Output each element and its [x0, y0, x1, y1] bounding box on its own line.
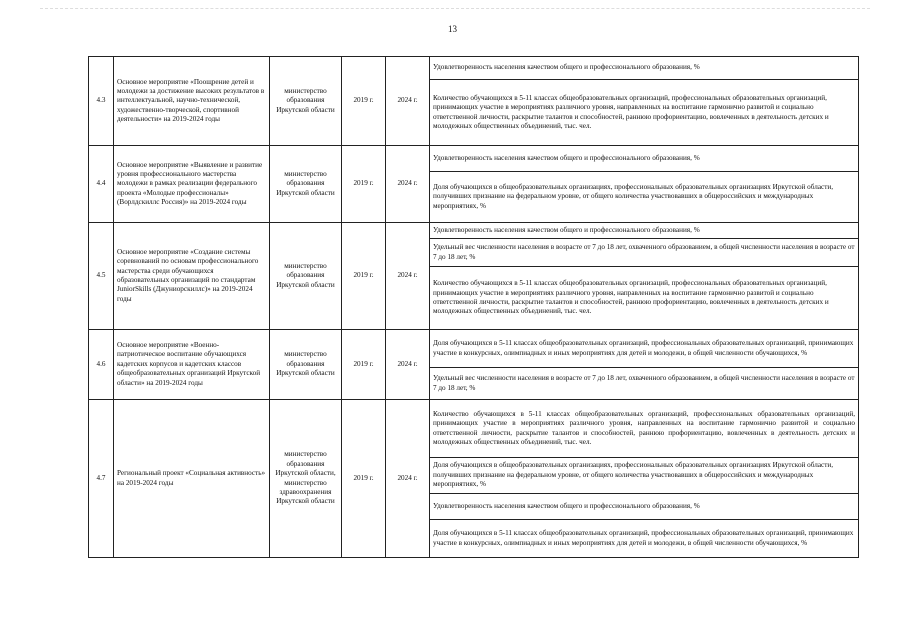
indicator: Удельный вес численности населения в возрасте от 7 до 18 лет, охваченного образованием, в общей численности населения в возрасте от 7 до 18 лет, % [430, 368, 859, 400]
table-row [89, 57, 859, 80]
start-year: 2019 г. [342, 223, 386, 330]
end-year: 2024 г. [386, 400, 430, 558]
measure-name: Основное мероприятие «Поощрение детей и молодежи за достижение высоких результатов в интеллектуальной, научно-технической, художественно-творческой, спортивной деятельности» на 2019-2024 годы [114, 57, 270, 146]
start-year: 2019 г. [342, 330, 386, 400]
indicator: Количество обучающихся в 5-11 классах общеобразовательных организаций, профессиональных образовательных организаций, принимающих участие в мероприятиях различного уровня, направленных на воспитание гармонично развитой и социально ответственной личности, раскрытие талантов и способностей, раннюю профориентацию, вовлеченных в деятельность детских и молодежных общественных объединений, тыс. чел. [430, 80, 859, 146]
indicator: Доля обучающихся в общеобразовательных организациях, профессиональных образовательных организациях Иркутской области, получивших признание на федеральном уровне, от общего количества участвовавших в общероссийских и международных мероприятиях, % [430, 458, 859, 494]
indicator: Доля обучающихся в 5-11 классах общеобразовательных организаций, профессиональных образовательных организаций, принимающих участие в конкурсных, олимпиадных и иных мероприятиях для детей и молодежи, в общей численности обучающихся, % [430, 330, 859, 368]
table-row [89, 146, 859, 172]
end-year: 2024 г. [386, 146, 430, 223]
indicator: Удовлетворенность населения качеством общего и профессионального образования, % [430, 57, 859, 80]
row-number: 4.4 [89, 146, 114, 223]
start-year: 2019 г. [342, 146, 386, 223]
row-number: 4.6 [89, 330, 114, 400]
row-number: 4.3 [89, 57, 114, 146]
measure-name: Региональный проект «Социальная активность» на 2019-2024 годы [114, 400, 270, 558]
indicator: Количество обучающихся в 5-11 классах общеобразовательных организаций, профессиональных образовательных организаций, принимающих участие в мероприятиях различного уровня, направленных на воспитание гармонично развитой и социально ответственной личности, раскрытие талантов и способностей, раннюю профориентацию, вовлеченных в деятельность детских и молодежных общественных объединений, тыс. чел. [430, 267, 859, 330]
executor: министерство образования Иркутской области, министерство здравоохранения Иркутской области [270, 400, 342, 558]
table-row [89, 223, 859, 239]
executor: министерство образования Иркутской области [270, 330, 342, 400]
indicator: Количество обучающихся в 5-11 классах общеобразовательных организаций, профессиональных образовательных организаций, принимающих участие в мероприятиях различного уровня, направленных на воспитание гармонично развитой и социально ответственной личности, раскрытие талантов и способностей, раннюю профориентацию, вовлеченных в деятельность детских и молодежных общественных объединений, тыс. чел. [430, 400, 859, 458]
table-row [89, 400, 859, 458]
top-border-line [40, 8, 870, 9]
end-year: 2024 г. [386, 57, 430, 146]
page-number: 13 [448, 24, 457, 34]
measure-name: Основное мероприятие «Выявление и развитие уровня профессионального мастерства молодежи в рамках реализации федерального проекта «Молодые профессионалы» (Ворлдскиллс Россия)» на 2019-2024 годы [114, 146, 270, 223]
measure-name: Основное мероприятие «Создание системы соревнований по основам профессионального мастерства среди обучающихся образовательных организаций по стандартам JuniorSkills (Джуниорскиллс)» на 2019-2024 годы [114, 223, 270, 330]
executor: министерство образования Иркутской области [270, 223, 342, 330]
indicator: Доля обучающихся в 5-11 классах общеобразовательных организаций, профессиональных образовательных организаций, принимающих участие в конкурсных, олимпиадных и иных мероприятиях для детей и молодежи, в общей численности обучающихся, % [430, 520, 859, 558]
row-number: 4.7 [89, 400, 114, 558]
end-year: 2024 г. [386, 223, 430, 330]
start-year: 2019 г. [342, 57, 386, 146]
start-year: 2019 г. [342, 400, 386, 558]
executor: министерство образования Иркутской области [270, 146, 342, 223]
table-row [89, 330, 859, 368]
measure-name: Основное мероприятие «Военно-патриотическое воспитание обучающихся кадетских корпусов и кадетских классов общеобразовательных организаций Иркутской области» на 2019-2024 годы [114, 330, 270, 400]
indicator: Удовлетворенность населения качеством общего и профессионального образования, % [430, 223, 859, 239]
program-measures-table [88, 56, 859, 558]
end-year: 2024 г. [386, 330, 430, 400]
indicator: Удовлетворенность населения качеством общего и профессионального образования, % [430, 146, 859, 172]
executor: министерство образования Иркутской области [270, 57, 342, 146]
indicator: Удельный вес численности населения в возрасте от 7 до 18 лет, охваченного образованием, в общей численности населения в возрасте от 7 до 18 лет, % [430, 239, 859, 267]
indicator: Удовлетворенность населения качеством общего и профессионального образования, % [430, 494, 859, 520]
indicator: Доля обучающихся в общеобразовательных организациях, профессиональных образовательных организациях Иркутской области, получивших признание на федеральном уровне, от общего количества участвовавших в общероссийских и международных мероприятиях, % [430, 172, 859, 223]
row-number: 4.5 [89, 223, 114, 330]
